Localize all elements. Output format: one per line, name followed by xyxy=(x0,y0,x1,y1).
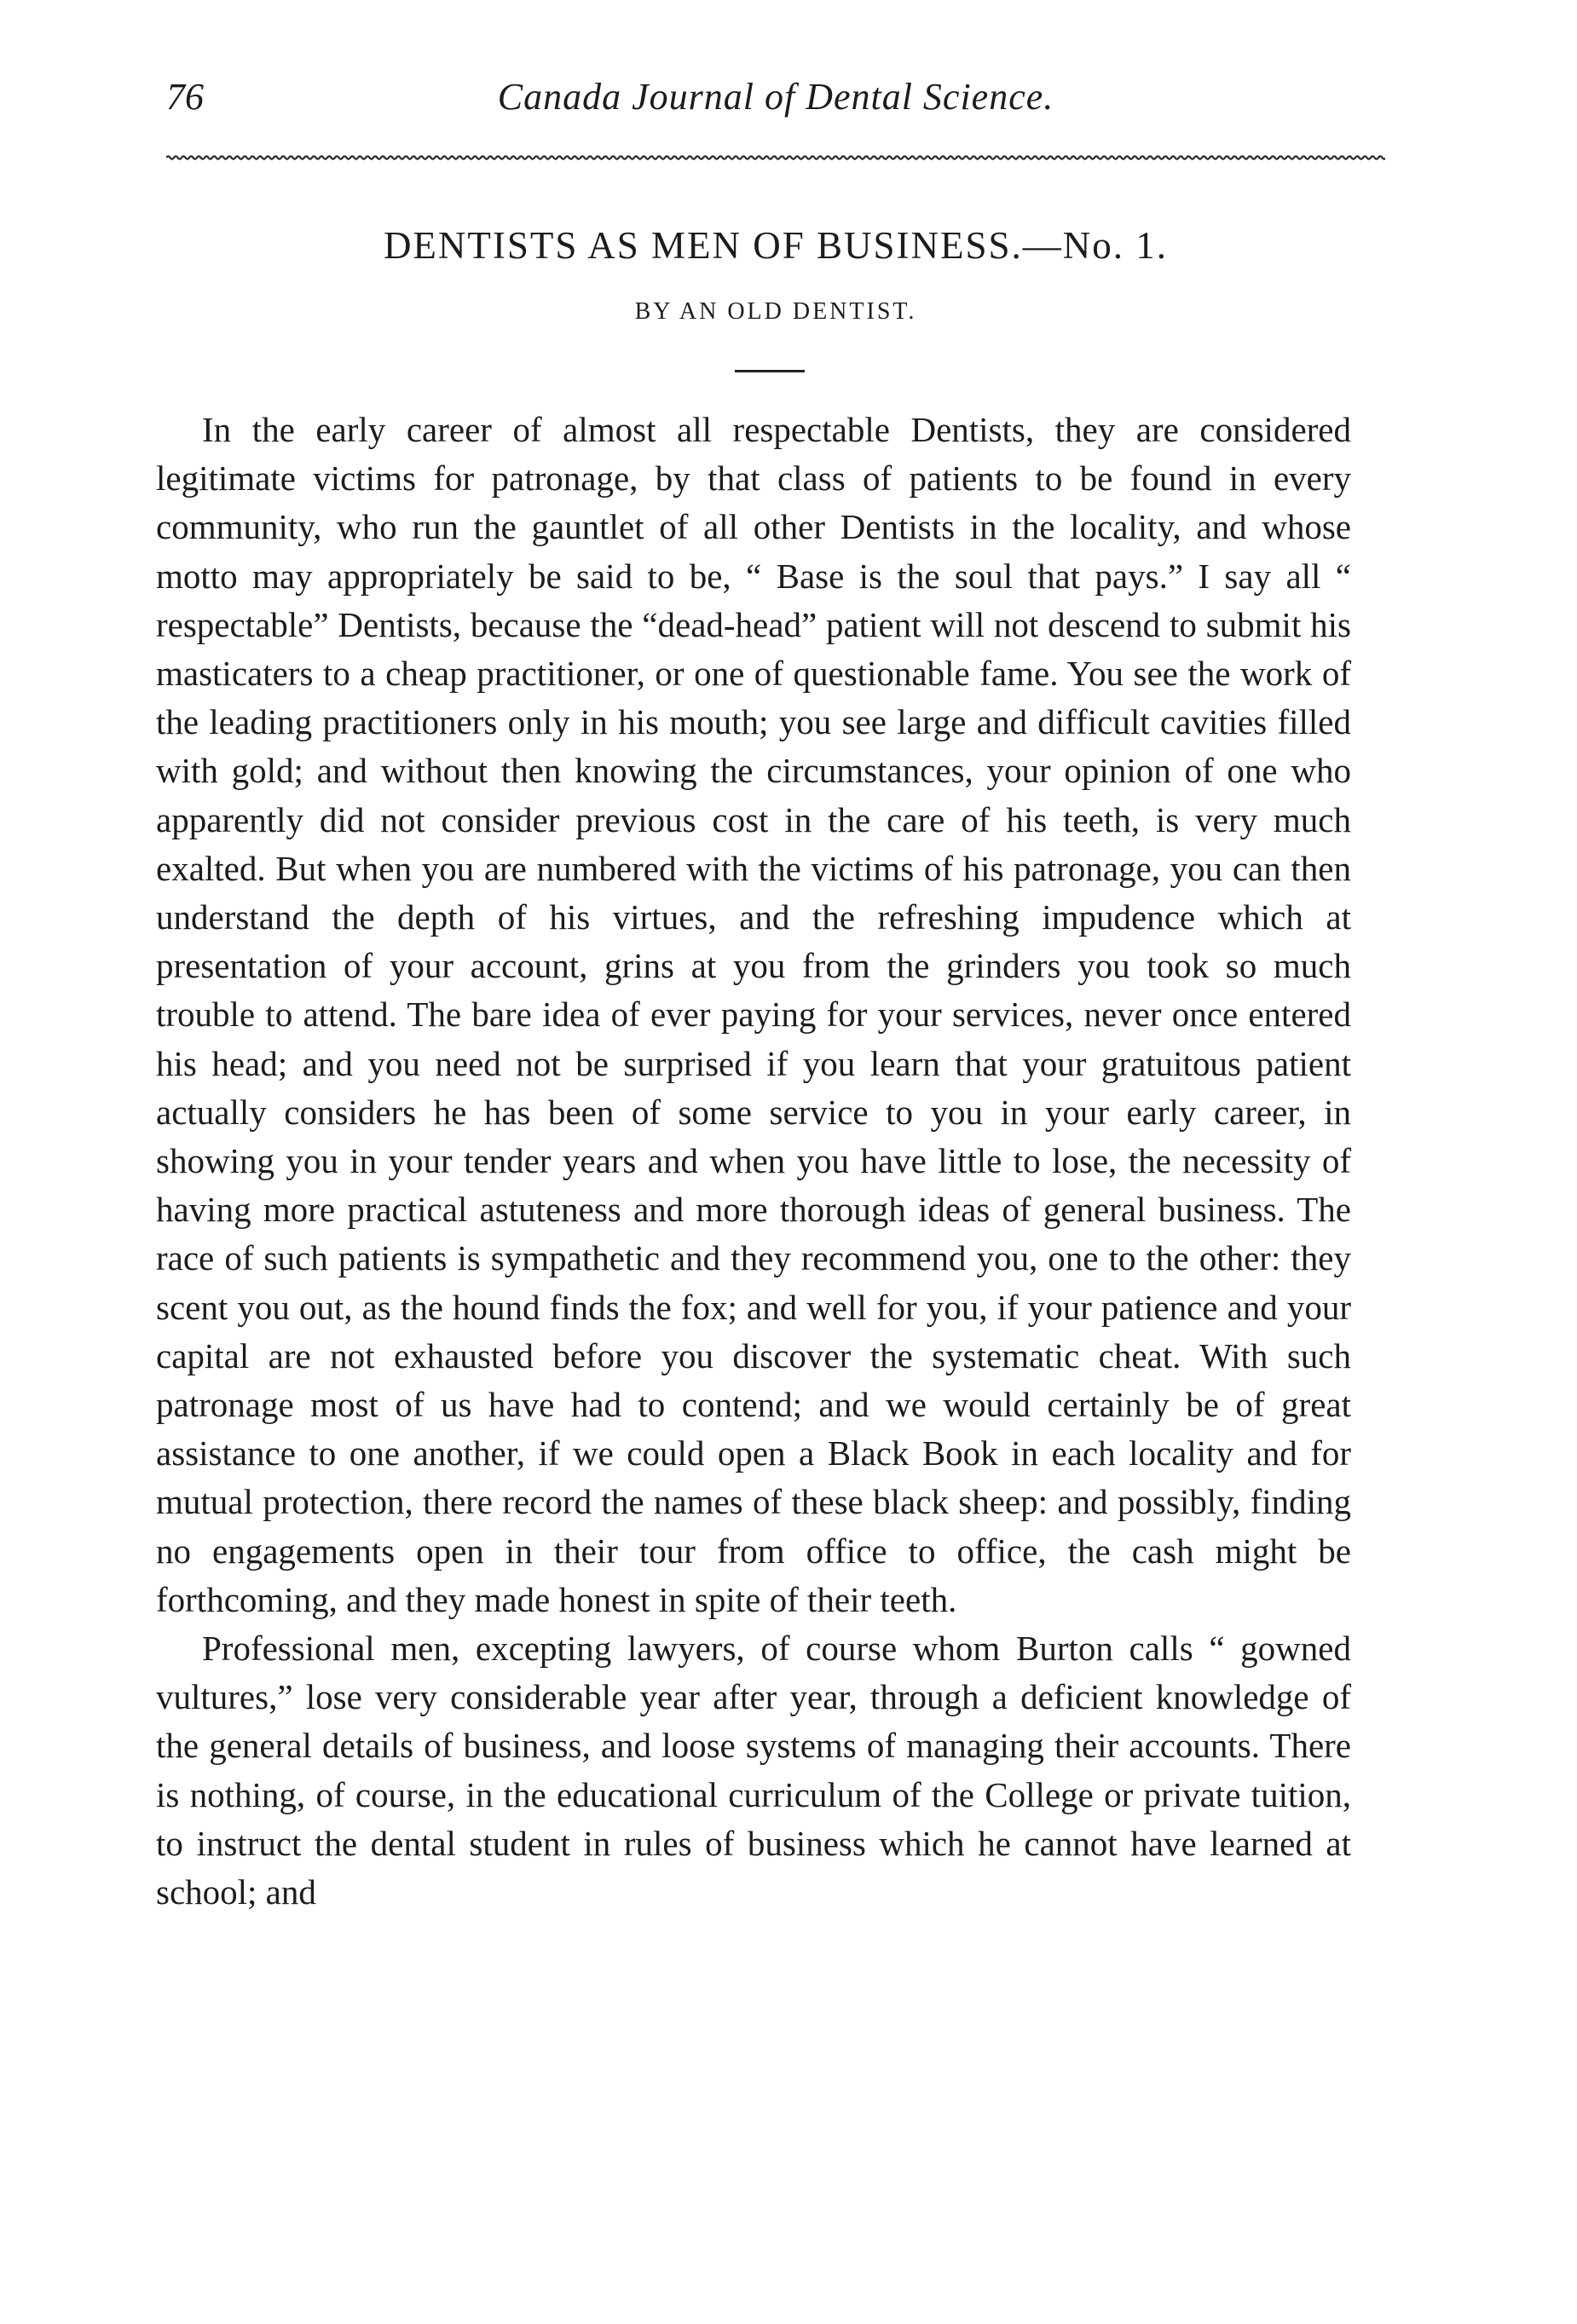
article-byline: BY AN OLD DENTIST. xyxy=(634,298,917,325)
running-head xyxy=(166,75,1385,135)
page-number: 76 xyxy=(166,76,204,118)
paragraph: Professional men, excepting lawyers, of course whom Burton calls “ gowned vultures,” lose very considerable year after year, through a deficient knowledge of the general details of business, and loose systems of managing their accounts. There is nothing, of course, in the educational curriculum of the College or private tuition, to instruct the dental student in rules of business which he cannot have learned at school; and xyxy=(156,1629,1351,1912)
journal-title: Canada Journal of Dental Science. xyxy=(497,76,1054,118)
paragraph: In the early career of almost all respectable Dentists, they are considered legitimate victims for patronage, by that class of patients to be found in every community, who run the gauntlet of all other Dentists in the locality, and whose motto may appropriately be said to be, “ Base is the soul that pays.” I say all “ respectable” Dentists, because the “dead-head” patient will not descend to submit his masticaters to a cheap practitioner, or one of questionable fame. You see the work of the leading practitioners only in his mouth; you see large and difficult cavities filled with gold; and without then knowing the circumstances, your opinion of one who apparently did not consider previous cost in the care of his teeth, is very much exalted. But when you are numbered with the victims of his patronage, you can then understand the depth of his virtues, and the refreshing impudence which at presentation of your account, grins at you from the grinders you took so much trouble to attend. The bare idea of ever paying for your services, never once entered his head; and you need not be surprised if you learn that your gratuitous patient actually considers he has been of some service to you in your early career, in showing you in your tender years and when you have little to lose, the necessity of having more practical astuteness and more thorough ideas of general business. The race of such patients is sympathetic and they recommend you, one to the other: they scent you out, as the hound finds the fox; and well for you, if your patience and your capital are not exhausted before you discover the systematic cheat. With such patronage most of us have had to contend; and we would certainly be of great assistance to one another, if we could open a Black Book in each locality and for mutual protection, there record the names of these black sheep: and possibly, finding no engagements open in their tour from office to office, the cash might be forthcoming, and they made honest in spite of their teeth. xyxy=(156,410,1351,1619)
title-divider xyxy=(735,370,805,372)
wavy-header-rule xyxy=(166,150,1385,165)
article-body xyxy=(156,406,1351,1917)
article-title: DENTISTS AS MEN OF BUSINESS.—No. 1. xyxy=(383,224,1169,267)
